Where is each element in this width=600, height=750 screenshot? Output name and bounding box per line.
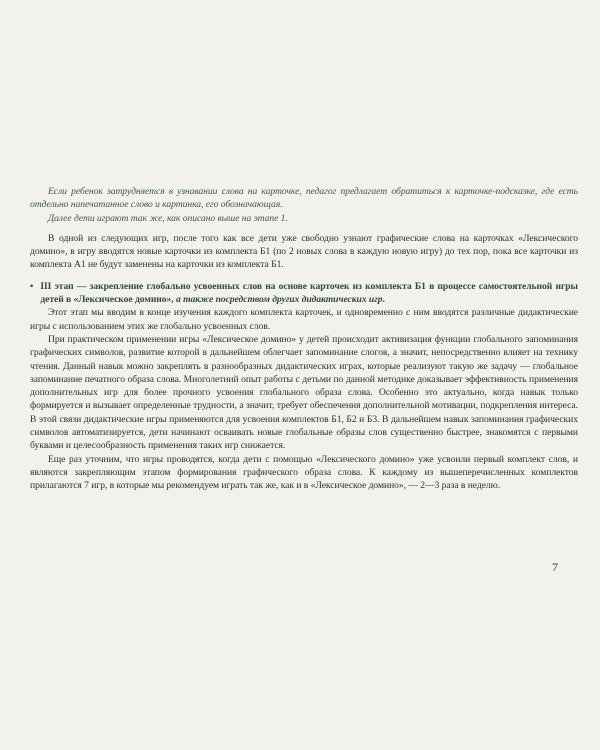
paragraph-3: При практическом применении игры «Лексическое домино» у детей происходит активизация функции глобального запоминания графических символов, развитие которой в дальнейшем облегчает запоминание слогов, а значит, непосредственно влияет на технику чтения. Данный навык можно закреплять в разнообразных дидактических играх, которые реализуют такую же задачу — глобальное запоминание печатного образа слова. Многолетний опыт работы с детьми по данной методике доказывает эффективность применения дополнительных игр для более прочного усвоения глобального образа слова. Особенно это актуально, когда навык только формируется и вызывает определенные трудности, а значит, требует обеспечения дополнительной мотивации, подкрепления интереса. В этой связи дидактические игры применяются для усвоения комплектов Б1, Б2 и Б3. В дальнейшем навык запоминания графических символов автоматизируется, дети начинают осваивать новые глобальные образы слов существенно быстрее, знакомятся с первыми буквами и целесообразность применения таких игр снижается. bbox=[30, 333, 578, 452]
paragraph-1: В одной из следующих игр, после того как все дети уже свободно узнают графические слова на карточках «Лексического домино», в игру вводятся новые карточки из комплекта Б1 (по 2 новых слова в каждую новую игру) до тех пор, пока все карточки из комплекта А1 не будут заменены на карточки из комплекта Б1. bbox=[30, 232, 578, 271]
paragraph-4: Еще раз уточним, что игры проводятся, когда дети с помощью «Лексического домино» уже усвоили первый комплект слов, и являются закрепляющим этапом формирования графического образа слова. К каждому из вышеперечисленных комплектов прилагаются 7 игр, в которые мы рекомендуем играть так же, как и в «Лексическое домино», — 2—3 раза в неделю. bbox=[30, 453, 578, 492]
stage-heading-end: . bbox=[382, 294, 385, 306]
bullet-marker: • bbox=[30, 280, 34, 292]
stage-heading bbox=[30, 280, 578, 307]
page-content bbox=[30, 185, 578, 493]
page-number: 7 bbox=[552, 560, 558, 574]
paragraph-2: Этот этап мы вводим в конце изучения каждого комплекта карточек, и одновременно с ним вводятся различные дидактические игры с использованием этих же глобально усвоенных слов. bbox=[30, 307, 578, 332]
italic-note-1: Если ребенок затрудняется в узнавании слова на карточке, педагог предлагает обратиться к карточке-подсказке, где есть отдельно напечатанное слово и картинка, его обозначающая. bbox=[30, 186, 578, 211]
stage-heading-italic: а также посредством других дидактических игр bbox=[175, 294, 383, 306]
stage-heading-main: III этап — закрепление глобально усвоенных слов на основе карточек из комплекта Б1 в процессе самостоятельной игры детей в «Лексическое домино», bbox=[40, 280, 578, 306]
italic-note-2: Далее дети играют так же, как описано выше на этапе 1. bbox=[48, 212, 288, 224]
